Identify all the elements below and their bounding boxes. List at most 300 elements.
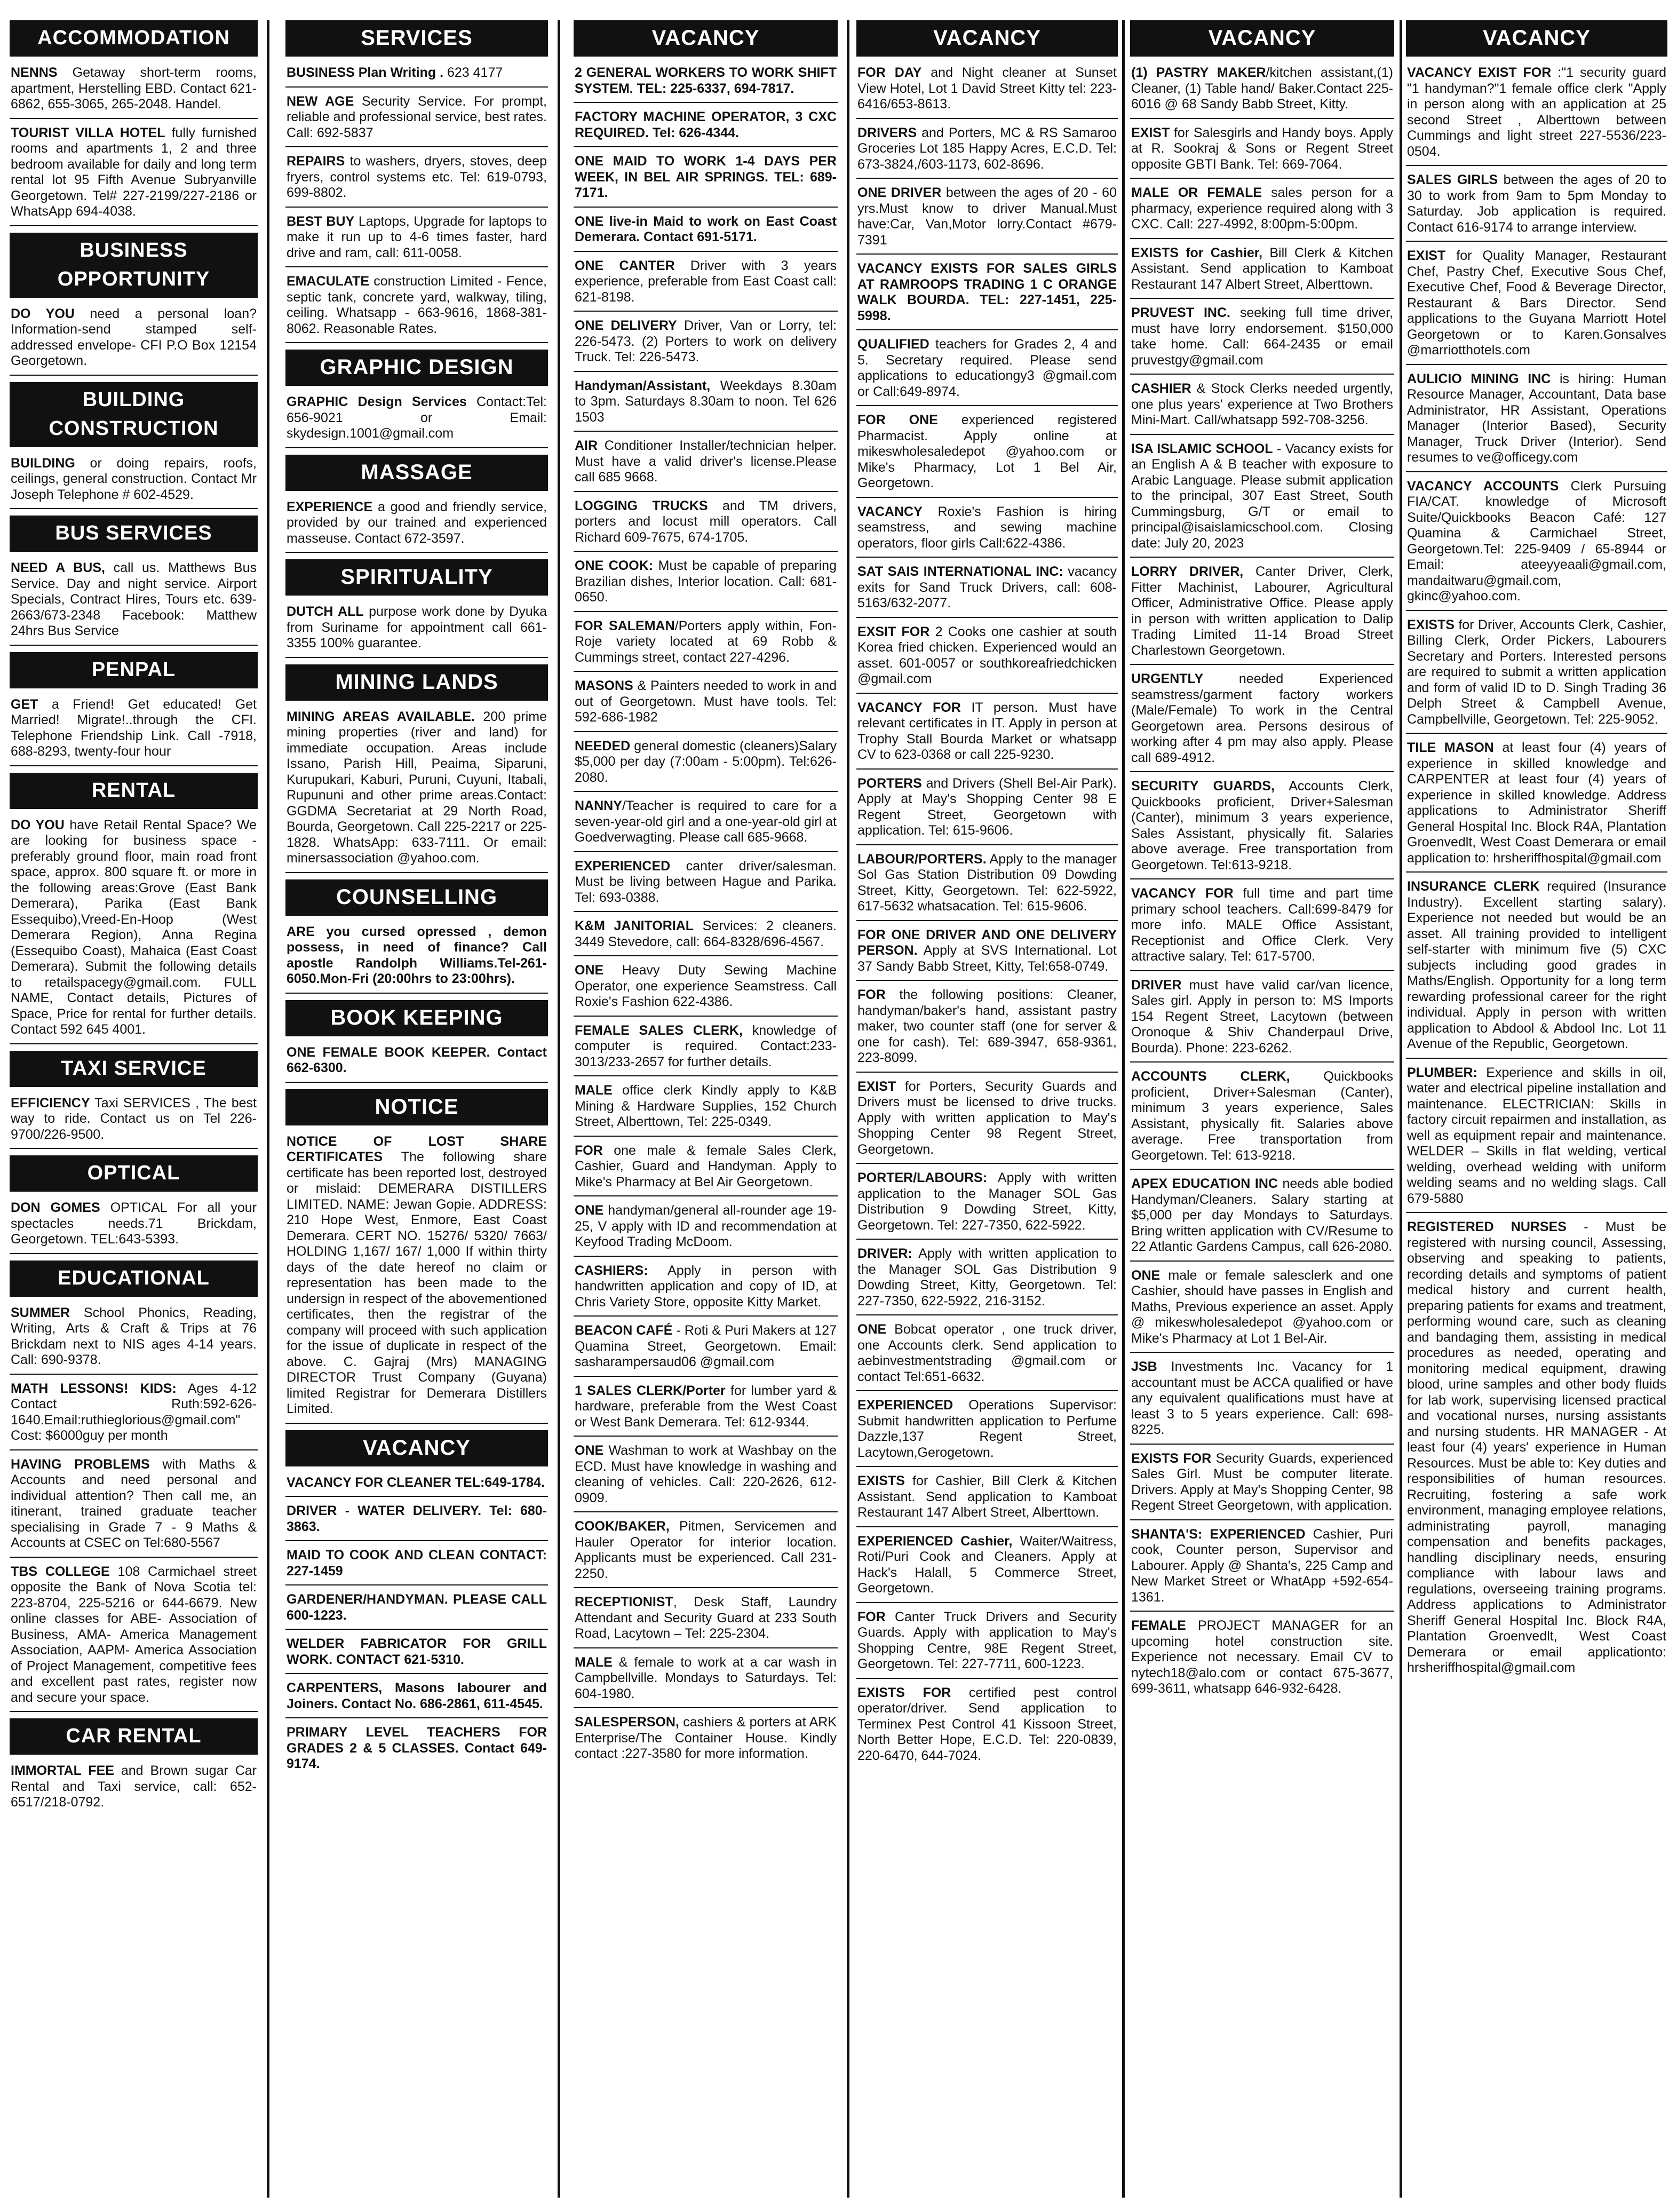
ad-lead: VACANCY FOR <box>857 700 961 715</box>
classified-ad <box>1406 371 1667 472</box>
classified-ad <box>1130 125 1394 179</box>
ad-body: the following positions: Cleaner, handyman/baker's hand, assistant pastry maker, two counter staff (one for server & one for cash). Tel: 689-3947, 658-9361, 223-8099. <box>857 987 1117 1065</box>
classified-ad <box>856 1170 1118 1240</box>
classified-ad <box>856 1610 1118 1679</box>
ad-body: Roxie's Fashion is hiring seamstress, and sewing machine operators, floor girls Call:622-4386. <box>857 504 1117 551</box>
classifieds-column <box>1406 20 1667 2198</box>
classified-ad <box>285 709 548 873</box>
ad-body: Operations Supervisor: Submit handwritten application to Perfume Dazzle,137 Regent Street, Lacytown,Gerogetown. <box>857 1398 1117 1460</box>
ad-lead: VACANCY FOR CLEANER TEL:649-1784. <box>287 1474 545 1490</box>
ad-body: Heavy Duty Sewing Machine Operator, one experience Seamstress. Call Roxie's Fashion 622-4386. <box>575 963 837 1009</box>
ad-lead: MASONS <box>575 678 633 693</box>
ad-body: Apply at SVS International. Lot 37 Sandy Babb Street, Kitty, Tel:658-0749. <box>857 943 1117 974</box>
ad-body: & Stock Clerks needed urgently, one plus years' experience at Two Brothers Mini-Mart. Call/whatsapp 592-708-3256. <box>1131 381 1393 427</box>
ad-lead: EXISTS for Cashier, <box>1131 245 1263 260</box>
classified-ad <box>574 1443 838 1512</box>
classified-ad <box>574 1323 838 1377</box>
classified-ad <box>574 1595 838 1648</box>
classified-ad <box>1130 185 1394 239</box>
classified-ad <box>856 1473 1118 1527</box>
classified-ad <box>856 1534 1118 1603</box>
ad-lead: LOGGING TRUCKS <box>575 498 708 513</box>
section-heading: RENTAL <box>10 773 258 809</box>
ad-lead: NENNS <box>11 65 58 80</box>
ad-lead: SHANTA'S: EXPERIENCED <box>1131 1526 1306 1542</box>
ad-lead: FOR SALEMAN <box>575 618 675 633</box>
section-heading: BUILDING CONSTRUCTION <box>10 382 258 447</box>
classified-ad <box>1406 740 1667 873</box>
ad-lead: MINING AREAS AVAILABLE. <box>287 709 475 724</box>
ad-lead: SALESPERSON, <box>575 1715 679 1730</box>
ad-lead: ONE COOK: <box>575 558 654 573</box>
section-heading: TAXI SERVICE <box>10 1051 258 1087</box>
classifieds-column <box>856 20 1118 2198</box>
column-rule <box>847 20 849 2198</box>
classified-ad <box>10 1305 258 1375</box>
ad-lead: ONE <box>857 1322 887 1337</box>
ad-lead: GARDENER/HANDYMAN. PLEASE CALL 600-1223. <box>287 1592 547 1623</box>
ad-lead: CARPENTERS, Masons labourer and Joiners. Contact No. 686-2861, 611-4545. <box>287 1680 547 1711</box>
ad-body: , Desk Staff, Laundry Attendant and Security Guard at 233 South Road, Lacytown – Tel: 225-2304. <box>575 1595 837 1641</box>
ad-body: 200 prime mining properties (river and land) for immediate occupation. Areas include Issano, Parish Hill, Peaima, Siparuni, Kurupukari, Kaburi, Puruni, Cuyuni, Itabali, Rupununi and other prime areas.Contact: GGDMA Secretariat at 29 North Road, Bourda, Georgetown. Call 225-2217 or 225-1828. WhatsApp: 633-7111. Or email: minersassociation @yahoo.com. <box>287 709 547 866</box>
ad-lead: HAVING PROBLEMS <box>11 1456 150 1472</box>
classified-ad <box>1130 1359 1394 1445</box>
ad-body: male or female salesclerk and one Cashier, should have passes in English and Maths, Previous experience an asset. Apply @ mikeswholesaledepot @yahoo.com or Mike's Pharmacy at Lot 1 Bel-Air. <box>1131 1267 1393 1346</box>
ad-body: - Vacancy exists for an English A & B teacher with exposure to Arabic Language. Please submit application to the principal, 307 East Street, South Cummingsburg, G/T or email to principal@isaislamicschool.com. Closing date: July 20, 2023 <box>1131 441 1393 551</box>
ad-body: Bobcat operator , one truck driver, one Accounts clerk. Send application to aebinvestmentstrading @gmail.com or contact Tel:651-6632. <box>857 1322 1117 1384</box>
ad-lead: EXIST <box>1407 248 1446 263</box>
classified-ad <box>574 1715 838 1767</box>
ad-body: Cashier, Puri cook, Counter person, Supervisor and Labourer. Apply @ Shanta's, 225 Camp and New Market Street or WhatApp +592-654-1361. <box>1131 1526 1393 1605</box>
ad-lead: ONE FEMALE BOOK KEEPER. Contact 662-6300. <box>287 1044 547 1075</box>
ad-lead: INSURANCE CLERK <box>1407 879 1540 894</box>
classified-ad <box>10 697 258 766</box>
ad-body: required (Insurance Industry). Excellent starting salary). Experience not needed but would be an asset. All training provided to intelligent self-starter with minimum five (5) CXC subjects including good grades in Maths/English. Opportunity for a long term rewarding professional career for the right individual. Apply in person with written application to Abdool & Abdool Inc. Lot 11 Avenue of the Republic, Georgetown. <box>1407 879 1666 1051</box>
classified-ad <box>285 1725 548 1778</box>
section-heading: SPIRITUALITY <box>285 559 548 596</box>
classified-ad <box>10 1200 258 1254</box>
ad-lead: 2 GENERAL WORKERS TO WORK SHIFT SYSTEM. TEL: 225-6337, 694-7817. <box>575 65 837 96</box>
ad-lead: ONE <box>1131 1267 1161 1283</box>
ad-lead: CASHIERS: <box>575 1263 648 1278</box>
column-rule <box>1400 20 1402 2198</box>
classified-ad <box>10 456 258 510</box>
ad-body: for lumber yard & hardware, preferable from the West Coast or West Bank Demerara. Tel: 612-9344. <box>575 1383 837 1430</box>
ad-lead: EFFICIENCY <box>11 1095 90 1111</box>
ad-body: Driver with 3 years experience, preferable from East Coast call: 621-8198. <box>575 258 837 305</box>
ad-lead: LABOUR/PORTERS. <box>857 851 987 867</box>
ad-lead: DRIVERS <box>857 125 917 140</box>
ad-lead: URGENTLY <box>1131 671 1204 686</box>
ad-body: Getaway short-term rooms, apartment, Herstelling EBD. Contact 621-6862, 655-3065, 265-2048. Handel. <box>11 65 257 112</box>
ad-body: Laptops, Upgrade for laptops to make it run up to 4-6 times faster, hard drive and ram, call: 611-0058. <box>287 213 547 260</box>
ad-lead: BUILDING <box>11 455 75 471</box>
classified-ad <box>856 1322 1118 1391</box>
section-heading: CAR RENTAL <box>10 1718 258 1755</box>
section-heading: MASSAGE <box>285 455 548 491</box>
ad-body: to washers, dryers, stoves, deep fryers, control systems etc. Tel: 619-0793, 699-8802. <box>287 154 547 200</box>
ad-lead: FEMALE <box>1131 1618 1186 1633</box>
ad-lead: DON GOMES <box>11 1200 100 1215</box>
ad-lead: EXISTS FOR <box>1131 1450 1212 1466</box>
column-rule <box>267 20 269 2198</box>
classified-ad <box>574 1655 838 1709</box>
ad-lead: VACANCY ACCOUNTS <box>1407 478 1559 494</box>
classified-ad <box>1406 1065 1667 1214</box>
classified-ad <box>1130 1451 1394 1520</box>
ad-lead: Handyman/Assistant, <box>575 378 711 393</box>
ad-body: Accounts Clerk, Quickbooks proficient, Driver+Salesman (Canter), minimum 3 years experience, Sales Assistant, physically fit. Salaries above average. Free transportation from Georgetown. Tel:613-9218. <box>1131 779 1393 873</box>
classified-ad <box>285 1592 548 1630</box>
classified-ad <box>1406 65 1667 166</box>
ad-lead: TILE MASON <box>1407 740 1494 755</box>
ad-body: Services: 2 cleaners. 3449 Stevedore, call: 664-8328/696-4567. <box>575 918 837 949</box>
ad-body: Taxi SERVICES , The best way to ride. Contact us on Tel 226-9700/226-9500. <box>11 1095 257 1142</box>
classified-ad <box>856 564 1118 618</box>
ad-body: Bill Clerk & Kitchen Assistant. Send application to Kamboat Restaurant 147 Albert Street, Alberttown. <box>1131 245 1393 292</box>
ad-lead: ONE <box>575 963 604 978</box>
ad-body: School Phonics, Reading, Writing, Arts & Craft & Trips at 76 Brickdam next to NIS ages 4-14 years. Call: 690-9378. <box>11 1305 257 1367</box>
ad-body: :"1 security guard "1 handyman?"1 female office clerk "Apply in person along with an application at 25 second Street , Alberttown between Cummings and light street 227-5536/223-0504. <box>1407 65 1667 159</box>
section-heading: BUSINESS OPPORTUNITY <box>10 233 258 298</box>
ad-body: Security Guards, experienced Sales Girl. Must be computer literate. Drivers. Apply at May's Shopping Center, 98 Regent Street Georgetown, with application. <box>1131 1450 1393 1513</box>
ad-lead: BEACON CAFÉ <box>575 1323 673 1338</box>
section-heading: BUS SERVICES <box>10 516 258 552</box>
classified-ad <box>10 560 258 646</box>
classified-ad <box>856 987 1118 1073</box>
classified-ad <box>1130 381 1394 435</box>
ad-body: office clerk Kindly apply to K&B Mining & Hardware Supplies, 152 Church Street, Alberttown, Tel: 225-0349. <box>575 1083 837 1129</box>
ad-lead: QUALIFIED <box>857 337 929 352</box>
classified-ad <box>285 94 548 148</box>
classified-ad <box>1130 1527 1394 1612</box>
ad-lead: COOK/BAKER, <box>575 1519 670 1534</box>
ad-lead: NANNY <box>575 798 622 813</box>
ad-body: fully furnished rooms and apartments 1, 2 and three bedroom available for daily and long term rental lot 95 Fifth Avenue Subryanville Georgetown. Tel# 227-2199/227-2186 or WhatsApp 694-4038. <box>11 125 257 219</box>
ad-body: canter driver/salesman. Must be living between Hague and Parika. Tel: 693-0388. <box>575 858 837 905</box>
classified-ad <box>10 1457 258 1558</box>
classified-ad <box>10 1096 258 1149</box>
ad-body: Contact:Tel: 656-9021 or Email: skydesign.1001@gmail.com <box>287 394 547 441</box>
ad-lead: NEED A BUS, <box>11 560 105 575</box>
classified-ad <box>285 214 548 268</box>
classified-ad <box>574 1519 838 1588</box>
ad-lead: ONE DELIVERY <box>575 318 677 333</box>
ad-lead: VACANCY EXISTS FOR SALES GIRLS AT RAMROOPS TRADING 1 C ORANGE WALK BOURDA. TEL: 227-1451, 225-5998. <box>857 261 1117 323</box>
ad-lead: RECEPTIONIST <box>575 1595 673 1610</box>
ad-lead: TBS COLLEGE <box>11 1564 110 1579</box>
ad-lead: PORTER/LABOURS: <box>857 1170 988 1185</box>
ad-body: full time and part time primary school teachers. Call:699-8479 for more info. MALE Office Assistant, Receptionist and Office Clerk. Very attractive salary. Tel: 617-5700. <box>1131 886 1393 964</box>
ad-body: Canter Driver, Clerk, Fitter Machinist, Labourer, Agricultural Officer, Administrative Office. Please apply in person with written application to Dalip Trading Limited 11-14 Broad Street Charlestown Georgetown. <box>1131 564 1393 658</box>
ad-lead: BUSINESS Plan Writing . <box>287 65 444 80</box>
ad-lead: WELDER FABRICATOR FOR GRILL WORK. CONTACT 621-5310. <box>287 1636 547 1667</box>
classified-ad <box>285 1680 548 1718</box>
section-heading: VACANCY <box>856 20 1118 57</box>
classifieds-column <box>1130 20 1394 2198</box>
classified-ad <box>1130 779 1394 879</box>
classified-ad <box>1406 617 1667 734</box>
ad-lead: ONE MAID TO WORK 1-4 DAYS PER WEEK, IN BEL AIR SPRINGS. TEL: 689-7171. <box>575 154 837 200</box>
ad-body: between the ages of 20 - 60 yrs.Must know to driver Manual.Must have:Car, Van,Motor lorry.Contact #679-7391 <box>857 185 1117 248</box>
ad-lead: IMMORTAL FEE <box>11 1763 114 1778</box>
ad-body: construction Limited - Fence, septic tank, concrete yard, walkway, tiling, ceiling. Whatsapp - 663-9616, 1868-381-8062. Reasonable Rates. <box>287 274 547 336</box>
ad-lead: GET <box>11 696 38 712</box>
ad-body: Apply with written application to the Manager SOL Gas Distribution 9 Dowding Street, Kitty, Georgetown. Tel: 227-7350, 622-5922, 216-3152. <box>857 1246 1117 1309</box>
classified-ad <box>856 1079 1118 1164</box>
ad-lead: EXPERIENCED <box>857 1398 953 1413</box>
ad-body: knowledge of computer is required. Contact:233-3013/233-2657 for further details. <box>575 1022 837 1069</box>
classified-ad <box>574 619 838 672</box>
classified-ad <box>856 337 1118 406</box>
classified-ad <box>285 1475 548 1497</box>
ad-body: Clerk Pursuing FIA/CAT. knowledge of Microsoft Suite/Quickbooks Beacon Café: 127 Quamina & Carmichael Street, Georgetown.Tel: 225-9409 / 65-8944 or Email: ateeyyeaali@gmail.com, mandaitwaru@gmail.com, gkinc@yahoo.com. <box>1407 478 1666 604</box>
ad-body: for Quality Manager, Restaurant Chef, Pastry Chef, Executive Sous Chef, Executive Chef, Food & Beverage Director, Restaurant & Bars Director. Send applications to the Guyana Marriott Hotel Georgetown or to Karen.Gonsalves @marriotthotels.com <box>1407 248 1666 358</box>
ad-lead: ONE <box>575 1443 604 1458</box>
ad-lead: JSB <box>1131 1359 1157 1374</box>
ad-body: & female to work at a car wash in Campbellville. Mondays to Saturdays. Tel: 604-1980. <box>575 1654 837 1701</box>
classified-ad <box>1130 245 1394 299</box>
ad-body: between the ages of 20 to 30 to work from 9am to 5pm Monday to Saturday. Job application is required. Contact 616-9174 to arrange interview. <box>1407 172 1667 235</box>
ad-body: Apply to the manager Sol Gas Station Distribution 09 Dowding Street, Kitty, Georgetown. Tel: 622-5922, 617-5632 whatsacation. Tel: 615-9606. <box>857 851 1117 914</box>
ad-lead: NOTICE OF LOST SHARE CERTIFICATES <box>287 1133 547 1164</box>
ad-body: Apply in person with handwritten application and copy of ID, at Chris Variety Store, opposite Kitty Market. <box>575 1263 837 1310</box>
ad-lead: REPAIRS <box>287 154 345 169</box>
ad-body: with Maths & Accounts and need personal and individual attention? Then call me, an itinerant, trained graduate teacher specialising in Grade 7 - 9 Maths & Accounts at CSEC on Tel:680-5567 <box>11 1456 257 1550</box>
classified-ad <box>1130 1618 1394 1702</box>
classified-ad <box>574 109 838 147</box>
classified-ad <box>285 1503 548 1541</box>
ad-lead: VACANCY EXIST FOR <box>1407 65 1552 80</box>
section-heading: VACANCY <box>1130 20 1394 57</box>
ad-body: for Salesgirls and Handy boys. Apply at R. Sookraj & Sons or Regent Street opposite GBTI Bank. Tel: 669-7064. <box>1131 125 1393 172</box>
classified-ad <box>1130 564 1394 665</box>
ad-body: Weekdays 8.30am to 3pm. Saturdays 8.30am to noon. Tel 626 1503 <box>575 378 837 425</box>
section-heading: VACANCY <box>285 1430 548 1466</box>
ad-body: or doing repairs, roofs, ceilings, general construction. Contact Mr Joseph Telephone # 602-4529. <box>11 455 257 502</box>
ad-lead: VACANCY <box>857 504 923 519</box>
ad-body: Pitmen, Servicemen and Hauler Operator for interior location. Applicants must be experienced. Call 231-2250. <box>575 1519 837 1581</box>
ad-lead: AIR <box>575 438 598 453</box>
classified-ad <box>1130 1268 1394 1353</box>
ad-body: Waiter/Waitress, Roti/Puri Cook and Cleaners. Apply at Hack's Halall, 5 Commerce Street, Georgetown. <box>857 1533 1117 1596</box>
classified-ad <box>856 624 1118 694</box>
ad-body: 108 Carmichael street opposite the Bank of Nova Scotia tel: 223-8704, 225-5216 or 644-6679. New online classes for ABE- Association of Business, AMA- America Management Association, AAPM- America Association of Project Management, competitive fees and excellent past rates, register now and secure your space. <box>11 1564 257 1705</box>
ad-lead: TOURIST VILLA HOTEL <box>11 125 165 140</box>
ad-body: and Brown sugar Car Rental and Taxi service, call: 652-6517/218-0792. <box>11 1763 257 1810</box>
classified-ad <box>1130 978 1394 1063</box>
classified-ad <box>574 438 838 492</box>
ad-body: /kitchen assistant,(1) Cleaner, (1) Table hand/ Baker.Contact 225-6016 @ 68 Sandy Babb Street, Kitty. <box>1131 65 1394 112</box>
ad-lead: FOR ONE <box>857 413 938 427</box>
classified-ad <box>574 1203 838 1257</box>
ad-body: Apply with written application to the Manager SOL Gas Distribution 9 Dowding Street, Kitty, Georgetown. Tel: 227-7350, 622-5922. <box>857 1170 1117 1233</box>
classified-ad <box>856 927 1118 981</box>
classified-ad <box>856 1246 1118 1315</box>
classified-ad <box>285 604 548 658</box>
classified-ad <box>574 214 838 252</box>
classified-ad <box>285 154 548 208</box>
ad-lead: BEST BUY <box>287 213 355 229</box>
ad-lead: SECURITY GUARDS, <box>1131 779 1275 794</box>
classified-ad <box>856 413 1118 498</box>
ad-body: vacancy exits for Sand Truck Drivers, call: 608-5163/632-2077. <box>857 564 1117 611</box>
section-heading: OPTICAL <box>10 1155 258 1192</box>
classifieds-column <box>10 20 258 2198</box>
classified-ad <box>856 185 1118 255</box>
ad-body: teachers for Grades 2, 4 and 5. Secretary required. Please send applications to educationgy3 @gmail.com or Call:649-8974. <box>857 337 1117 399</box>
ad-body: seeking full time driver, must have lorry endorsement. $150,000 take home. Call: 664-2435 or email pruvestgy@gmail.com <box>1131 305 1394 368</box>
ad-lead: 1 SALES CLERK/Porter <box>575 1383 726 1398</box>
classified-ad <box>574 1023 838 1077</box>
ad-lead: FACTORY MACHINE OPERATOR, 3 CXC REQUIRED. Tel: 626-4344. <box>575 109 837 140</box>
ad-body: Canter Truck Drivers and Security Guards. Apply with application to May's Shopping Centre, 98E Regent Street, Georgetown. Tel: 227-7711, 600-1223. <box>857 1609 1117 1671</box>
classified-ad <box>10 1564 258 1712</box>
ad-lead: DO YOU <box>11 306 75 321</box>
ad-lead: PLUMBER: <box>1407 1065 1477 1080</box>
ad-body: Washman to work at Washbay on the ECD. Must have knowledge in washing and cleaning of vehicles. Call: 220-2626, 612-0909. <box>575 1443 837 1505</box>
ad-lead: PORTERS <box>857 775 922 791</box>
ad-body: cashiers & porters at ARK Enterprise/The Container House. Kindly contact :227-3580 for more information. <box>575 1715 837 1761</box>
ad-body: /Porters apply within, Fon-Roje variety located at 69 Robb & Cummings street, contact 227-4296. <box>575 618 837 665</box>
classified-ad <box>574 378 838 432</box>
classified-ad <box>285 65 548 88</box>
classified-ad <box>1406 172 1667 242</box>
classified-ad <box>1130 1069 1394 1170</box>
classified-ad <box>574 154 838 208</box>
ad-body: Must be capable of preparing Brazilian dishes, Interior location. Call: 681-0650. <box>575 558 837 605</box>
section-heading: GRAPHIC DESIGN <box>285 350 548 386</box>
ad-body: and Night cleaner at Sunset View Hotel, Lot 1 David Street Kitty tel: 223-6416/653-8613. <box>857 65 1117 112</box>
ad-lead: DRIVER - WATER DELIVERY. Tel: 680-3863. <box>287 1503 547 1534</box>
ad-body: Driver, Van or Lorry, tel: 226-5473. (2) Porters to work on delivery Truck. Tel: 226-5473. <box>575 318 837 364</box>
classified-ad <box>856 261 1118 330</box>
ad-lead: EXPERIENCED <box>575 858 671 874</box>
classified-ad <box>10 125 258 226</box>
ad-body: for Cashier, Bill Clerk & Kitchen Assistant. Send application to Kamboat Restaurant 147 Albert Street, Alberttown. <box>857 1473 1117 1520</box>
ad-body: for Driver, Accounts Clerk, Cashier, Billing Clerk, Order Pickers, Labourers Secretary and Porters. Interested persons are required to submit a written application and form of valid ID to D. Singh Trading 36 Delph Street & Campbell Avenue, Campbellville, Georgetown. Tel: 225-9052. <box>1407 617 1666 727</box>
classified-ad <box>10 65 258 119</box>
column-rule <box>558 20 560 2198</box>
ad-body: have Retail Rental Space? We are looking for business space - preferably ground floor, main road front space, approx. 800 square ft. or more in the following areas:Grove (East Bank Demerara), Parika (East Bank Essequibo),Vreed-En-Hoop (West Demerara Region), Anna Regina (Essequibo Coast), Mahaica (East Coast Demerara). Submit the following details to retailspacegy@gmail.com. FULL NAME, Contact details, Pictures of Space, Price for rental for further details. Contact 592 645 4001. <box>11 817 257 1037</box>
classifieds-column <box>574 20 838 2198</box>
ad-lead: FOR ONE DRIVER AND ONE DELIVERY PERSON. <box>857 927 1117 958</box>
classified-ad <box>1406 479 1667 611</box>
ad-body: need a personal loan? Information-send stamped self-addressed envelope- CFI P.O Box 12154 Georgetown. <box>11 306 257 368</box>
ad-lead: DRIVER <box>1131 977 1182 993</box>
classified-ad <box>856 65 1118 119</box>
ad-lead: DRIVER: <box>857 1246 912 1261</box>
ad-body: a good and friendly service, provided by our trained and experienced masseuse. Contact 672-3597. <box>287 499 547 546</box>
ad-lead: GRAPHIC Design Services <box>287 394 467 409</box>
ad-lead: ACCOUNTS CLERK, <box>1131 1069 1290 1084</box>
ad-body: - Roti & Puri Makers at 127 Quamina Street, Georgetown. Email: sasharampersaud06 @gmail.com <box>575 1323 837 1369</box>
ad-body: - Must be registered with nursing council, Assessing, observing and speaking to patients, recording details and symptoms of patient medical history and current health, preparing patients for exams and treatment, performing wound care, such as cleaning and bandaging them, assisting in medical procedures as needed, operating and monitoring medical equipment, drawing blood, urine samples and other body fluids for lab work, supervising licensed practical and vocational nurses, nursing assistants and nursing students. HR MANAGER - At least four (4) years' experience in Human Resources. Must be able to: Key duties and responsibilities of human resources. Recruiting, fostering a safe work environment, managing employee relations, administrating payroll, managing compensation and benefits packages, handling disciplinary needs, ensuring compliance with labour laws and regulations, overseeing training programs. Address applications to Administrator Sheriff General Hospital Inc. Block R4A, Plantation Groenvedlt, West Coast Demerara or email applicationto: hrsheriffhospital@gmail.com <box>1407 1219 1666 1675</box>
ad-lead: VACANCY FOR <box>1131 886 1234 901</box>
ad-lead: EXPERIENCE <box>287 499 373 514</box>
ad-body: & Painters needed to work in and out of Georgetown. Must have tools. Tel: 592-686-1982 <box>575 678 837 725</box>
classified-ad <box>285 394 548 448</box>
ad-body: Security Service. For prompt, reliable and professional service, best rates. Call: 692-5837 <box>287 93 547 140</box>
classified-ad <box>10 818 258 1044</box>
ad-body: experienced registered Pharmacist. Apply online at mikeswholesaledepot @yahoo.com or Mike's Pharmacy, Lot 1 Bel Air, Georgetown. <box>857 413 1117 490</box>
ad-lead: K&M JANITORIAL <box>575 918 694 933</box>
ad-lead: MAID TO COOK AND CLEAN CONTACT: 227-1459 <box>287 1548 547 1579</box>
ad-body: purpose work done by Dyuka from Suriname for appointment call 661-3355 100% guarantee. <box>287 604 547 651</box>
ad-body: must have valid car/van licence, Sales girl. Apply in person to: MS Imports 154 Regent Street, Lacytown (between Oronoque & Shiv Chanderpaul Drive, Bourda). Phone: 223-6262. <box>1131 977 1393 1056</box>
classified-ad <box>856 700 1118 770</box>
ad-body: OPTICAL For all your spectacles needs.71 Brickdam, Georgetown. TEL:643-5393. <box>11 1200 257 1247</box>
classified-ad <box>574 918 838 956</box>
ad-lead: EXISTS <box>857 1473 905 1488</box>
ad-lead: ISA ISLAMIC SCHOOL <box>1131 441 1273 456</box>
ad-body: call us. Matthews Bus Service. Day and night service. Airport Specials, Contract Hires, Tours etc. 639-2663/673-2348 Facebook: Matthew 24hrs Bus Service <box>11 560 257 638</box>
ad-lead: FOR <box>575 1143 603 1158</box>
ad-body: and Porters, MC & RS Samaroo Groceries Lot 185 Happy Acres, E.C.D. Tel: 673-3824,/603-1173, 602-8696. <box>857 125 1117 172</box>
classified-ad <box>574 1083 838 1137</box>
classified-ad <box>856 1685 1118 1770</box>
ad-lead: CASHIER <box>1131 381 1191 396</box>
classified-ad <box>285 500 548 553</box>
classified-ad <box>285 1045 548 1083</box>
classified-ad <box>856 504 1118 558</box>
ad-lead: LORRY DRIVER, <box>1131 564 1244 579</box>
classified-ad <box>574 65 838 103</box>
ad-lead: ONE DRIVER <box>857 185 942 200</box>
ad-body: and TM drivers, porters and locust mill operators. Call Richard 609-7675, 674-1705. <box>575 498 837 545</box>
ad-lead: DO YOU <box>11 817 65 833</box>
ad-body: one male & female Sales Clerk, Cashier, Guard and Handyman. Apply to Mike's Pharmacy at Bel Air Georgetown. <box>575 1143 837 1190</box>
classified-ad <box>574 498 838 552</box>
ad-lead: FOR DAY <box>857 65 922 80</box>
ad-lead: EXSIT FOR <box>857 624 930 639</box>
ad-lead: SALES GIRLS <box>1407 172 1498 187</box>
classified-ad <box>10 1763 258 1816</box>
ad-body: is hiring: Human Resource Manager, Accountant, Data base Administrator, HR Assistant, Operations Manager (Interior Based), Security Manager, Truck Driver (Interior). Send resumes to ve@officegy.com <box>1407 371 1666 465</box>
ad-body: at least four (4) years of experience in skilled knowledge and CARPENTER at least four (4) years of experience in skilled knowledge. Address applications to Administrator Sheriff General Hospital Inc. Block R4A, Plantation Groenvedlt, West Coast Demerara or email application to: hrsheriffhospital@gmail.com <box>1407 740 1666 866</box>
ad-lead: DUTCH ALL <box>287 604 364 619</box>
ad-lead: FEMALE SALES CLERK, <box>575 1022 743 1038</box>
ad-body: sales person for a pharmacy, experience required along with 3 CXC. Call: 227-4992, 8:00pm-5:00pm. <box>1131 185 1393 232</box>
ad-body: Quickbooks proficient, Driver+Salesman (Canter), minimum 3 years experience, Sales Assistant, physically fit. Salaries above average. Free transportation from Georgetown. Tel: 613-9218. <box>1131 1069 1393 1163</box>
classified-ad <box>574 678 838 732</box>
classified-ad <box>285 1548 548 1585</box>
ad-lead: FOR <box>857 1609 886 1624</box>
ad-lead: (1) PASTRY MAKER <box>1131 65 1266 80</box>
ad-body: a Friend! Get educated! Get Married! Migrate!..through the CFI. Telephone Friendship Link. Call -7918, 688-8293, twenty-four hour <box>11 696 257 759</box>
section-heading: EDUCATIONAL <box>10 1260 258 1297</box>
classified-ad <box>1130 671 1394 772</box>
ad-body: needed Experienced seamstress/garment factory workers (Male/Female) To work in the Central Georgetown area. Persons desirous of working after 4 pm may also apply. Please call 689-4912. <box>1131 671 1393 765</box>
section-heading: ACCOMMODATION <box>10 20 258 57</box>
classified-ad <box>574 558 838 612</box>
ad-body: /Teacher is required to care for a seven-year-old girl and a one-year-old girl at Goedverwagting. Please call 685-9668. <box>575 798 837 845</box>
classified-ad <box>856 852 1118 921</box>
ad-body: handyman/general all-rounder age 19-25, V apply with ID and recommendation at Keyfood Trading McDoom. <box>575 1203 837 1249</box>
ad-body: The following share certificate has been reported lost, destroyed or mislaid: DEMERARA DISTILLERS LIMITED. NAME: Jewan Gopie. ADDRESS: 210 Hope West, Enmore, East Coast Demerara. CERT NO. 15276/ 5320/ 7663/ HOLDING 1,167/ 167/ 1,000 If within thirty days of the date hereof no claim or representation has been made to the undersign in respect of the abovementioned certificates, then the registrar of the company will proceed with such application for the issue of duplicate in respect of the above. C. Gajraj (Mrs) MANAGING DIRECTOR Trust Company (Guyana) limited Registrar for Demerara Distillers Limited. <box>287 1149 547 1416</box>
classified-ad <box>1130 441 1394 558</box>
classified-ad <box>1130 1176 1394 1262</box>
classified-ad <box>856 1398 1118 1467</box>
ad-lead: EXISTS FOR <box>857 1685 951 1700</box>
ad-lead: SAT SAIS INTERNATIONAL INC: <box>857 564 1063 579</box>
classified-ad <box>574 258 838 312</box>
ad-lead: EXISTS <box>1407 617 1455 632</box>
ad-body: Investments Inc. Vacancy for 1 accountant must be ACCA qualified or have any equivalent qualifications must have at least 3 to 5 years experience. Call: 698-8225. <box>1131 1359 1393 1437</box>
classified-ad <box>574 1263 838 1317</box>
section-heading: VACANCY <box>574 20 838 57</box>
ad-lead: PRIMARY LEVEL TEACHERS FOR GRADES 2 & 5 CLASSES. Contact 649-9174. <box>287 1725 547 1771</box>
